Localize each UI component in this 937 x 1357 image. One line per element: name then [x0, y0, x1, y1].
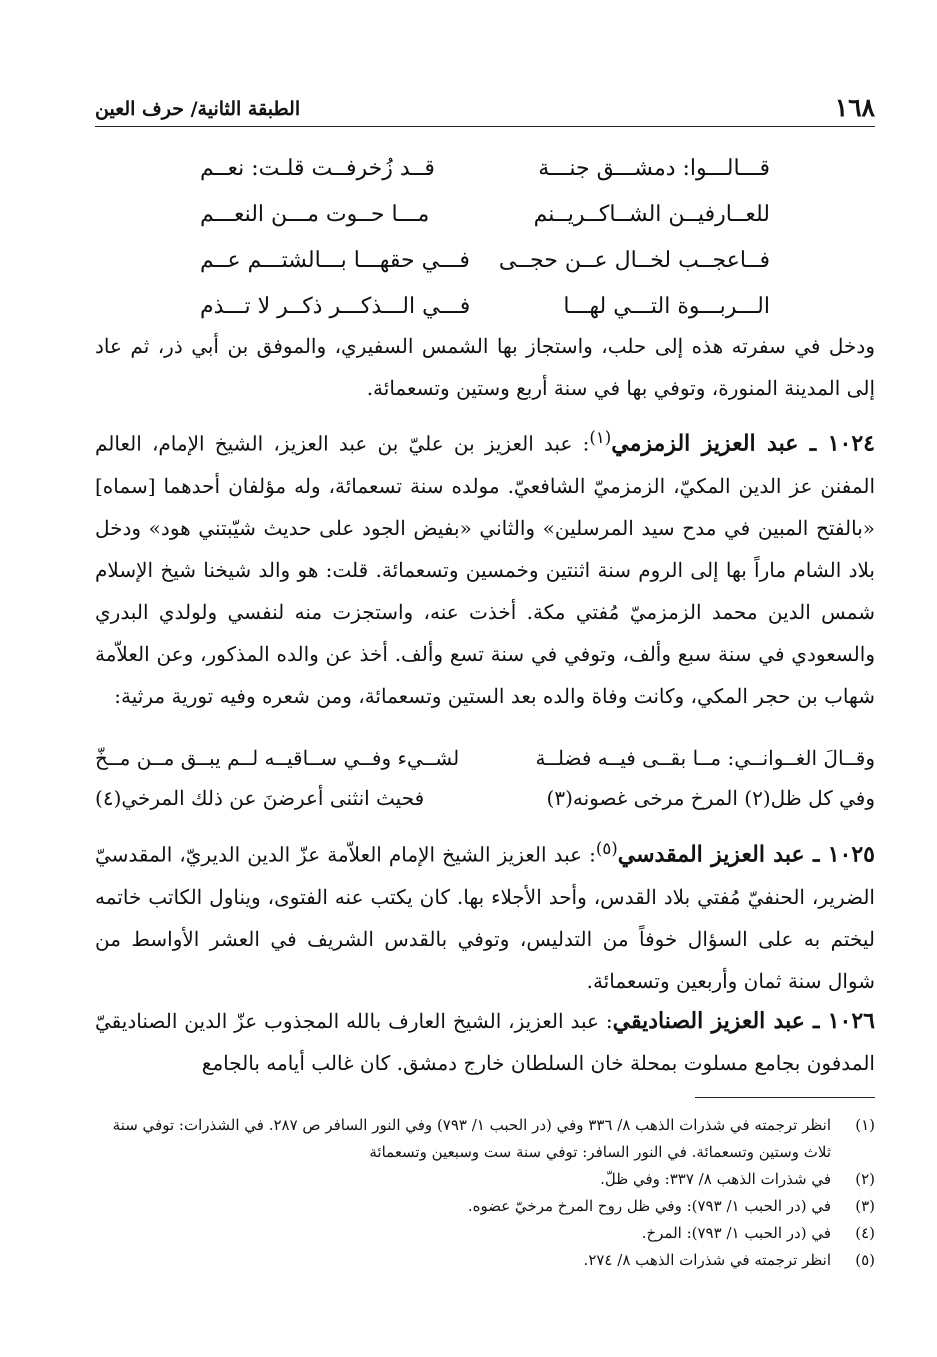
verse-second-hemistich: فحيث انثنى أعرضنَ عن ذلك المرخي(٤) [95, 786, 425, 810]
footnote-number: (٤) [855, 1224, 875, 1242]
paragraph-text: ودخل في سفرته هذه إلى حلب، واستجاز بها الشمس السفيري، والموفق بن أبي ذر، ثم عاد إلى المدينة المنورة، وتوفي بها في سنة أربع وستين وتسعمائة. [95, 334, 875, 400]
verse-line [200, 283, 770, 329]
running-title: الطبقة الثانية/ حرف العين [95, 98, 301, 120]
footnote [95, 1166, 875, 1193]
page-number: ١٦٨ [834, 93, 875, 122]
verse-second-hemistich: قــد زُخرفــت قلـت: نعــم [200, 155, 435, 181]
entry-1025 [95, 828, 875, 1002]
entry-text: : عبد العزيز بن عليّ بن عبد العزيز، الشيخ الإمام، العالم المفنن عز الدين المكيّ، الزمزميّ الشافعيّ. مولده سنة تسعمائة، وله مؤلفان أحدهما [سماه] «بالفتح المبين في مدح سيد المرسلين» والثاني «بفيض الجود على حديث شيّبتني هود» ودخل بلاد الشام ماراً بها إلى الروم سنة اثنتين وخمسين وتسعمائة. قلت: هو والد شيخنا شيخ الإسلام شمس الدين محمد الزمزميّ مُفتي مكة. أخذت عنه، واستجزت منه لنفسي ولولدي البدري والسعودي في سنة سبع وألف، وتوفي في سنة تسع وألف. أخذ عن والده المذكور، وعن العلاّمة شهاب بن حجر المكي، وكانت وفاة والده بعد الستين وتسعمائة، ومن شعره وفيه تورية مرثية: [95, 431, 875, 708]
verse-first-hemistich: قـــالـــوا: دمشـــق جنـــة [538, 155, 770, 181]
footnote [95, 1220, 875, 1247]
entry-heading: ١٠٢٤ ـ عبد العزيز الزمزمي [611, 430, 875, 457]
footnote-text: في شذرات الذهب ٨/ ٣٣٧: وفي ظلّ. [600, 1170, 831, 1188]
verse-first-hemistich: وفي كل ظل(٢) المرخ مرخى غصونه(٣) [546, 786, 875, 810]
footnote-text: في (در الحبب ١/ ٧٩٣): وفي ظل روح المرخ مرخيّ عضوه. [467, 1197, 831, 1215]
verse-second-hemistich: فـــي الـــذكـــر ذكــر لا تـــذم [200, 293, 471, 319]
verse-line [200, 237, 770, 283]
verse-first-hemistich: للعــارفيــن الشــاكــريــنم [533, 201, 770, 227]
footnote-number: (٥) [855, 1251, 875, 1269]
footnote-text: انظر ترجمته في شذرات الذهب ٨/ ٢٧٤. [583, 1251, 831, 1269]
verse-line [95, 778, 875, 818]
verse-second-hemistich: لشــيء وفــي ســاقيــه لــم يبــق مــن مــخّ [95, 746, 460, 770]
verse-first-hemistich: الـــربـــوة التـــي لهـــا [563, 293, 770, 319]
footnote [95, 1112, 875, 1166]
footnote-text: في (در الحبب ١/ ٧٩٣): المرخ. [641, 1224, 831, 1242]
footnote-number: (٣) [855, 1197, 875, 1215]
entry-heading: ١٠٢٥ ـ عبد العزيز المقدسي [617, 841, 875, 868]
entry-text: : عبد العزيز، الشيخ العارف بالله المجذوب عزّ الدين الصناديقيّ المدفون بجامع مسلوت بمحلة خان السلطان خارج دمشق. كان غالب أيامه بالجامع [95, 1009, 875, 1075]
poem-block-1 [200, 145, 770, 329]
footnote-separator [695, 1097, 875, 1098]
verse-second-hemistich: فـــي حقهـــا بـــالشتـــم عــم [200, 247, 470, 273]
entry-1026 [95, 1000, 875, 1084]
footnote-number: (٢) [855, 1170, 875, 1188]
footnote [95, 1247, 875, 1274]
entry-text: : عبد العزيز الشيخ الإمام العلاّمة عزّ الدين الديريّ، المقدسيّ الضرير، الحنفيّ مُفتي بلاد القدس، وأحد الأجلاء بها. كان يكتب عنه الفتوى، ويناول الكاتب خاتمه ليختم به على السؤال خوفاً من التدليس، وتوفي بالقدس الشريف في العشر الأواسط من شوال سنة ثمان وأربعين وتسعمائة. [95, 842, 875, 993]
footnote-number: (١) [855, 1116, 875, 1134]
page-header [95, 86, 875, 127]
footnote-ref: (١) [589, 428, 612, 447]
verse-line [200, 145, 770, 191]
entry-1024 [95, 417, 875, 717]
entry-heading: ١٠٢٦ ـ عبد العزيز الصناديقي [612, 1008, 875, 1034]
footnotes [95, 1112, 875, 1274]
paragraph-travel [95, 325, 875, 409]
verse-first-hemistich: فــاعجــب لخــال عــن حجــى [498, 247, 770, 273]
verse-line [200, 191, 770, 237]
verse-line [95, 738, 875, 778]
footnote-text: انظر ترجمته في شذرات الذهب ٨/ ٣٣٦ وفي (در الحبب ١/ ٧٩٣) وفي النور السافر ص ٢٨٧. في الشذرات: توفي سنة ثلاث وستين وتسعمائة. في النور السافر: توفي سنة ست وسبعين وتسعمائة [112, 1116, 831, 1161]
footnote [95, 1193, 875, 1220]
poem-block-2 [95, 738, 875, 818]
footnote-ref: (٥) [595, 839, 618, 858]
verse-second-hemistich: مـــا حــوت مـــن النعـــم [200, 201, 430, 227]
verse-first-hemistich: وقــالَ الغــوانــي: مــا بقــى فيــه فضلــة [535, 746, 875, 770]
